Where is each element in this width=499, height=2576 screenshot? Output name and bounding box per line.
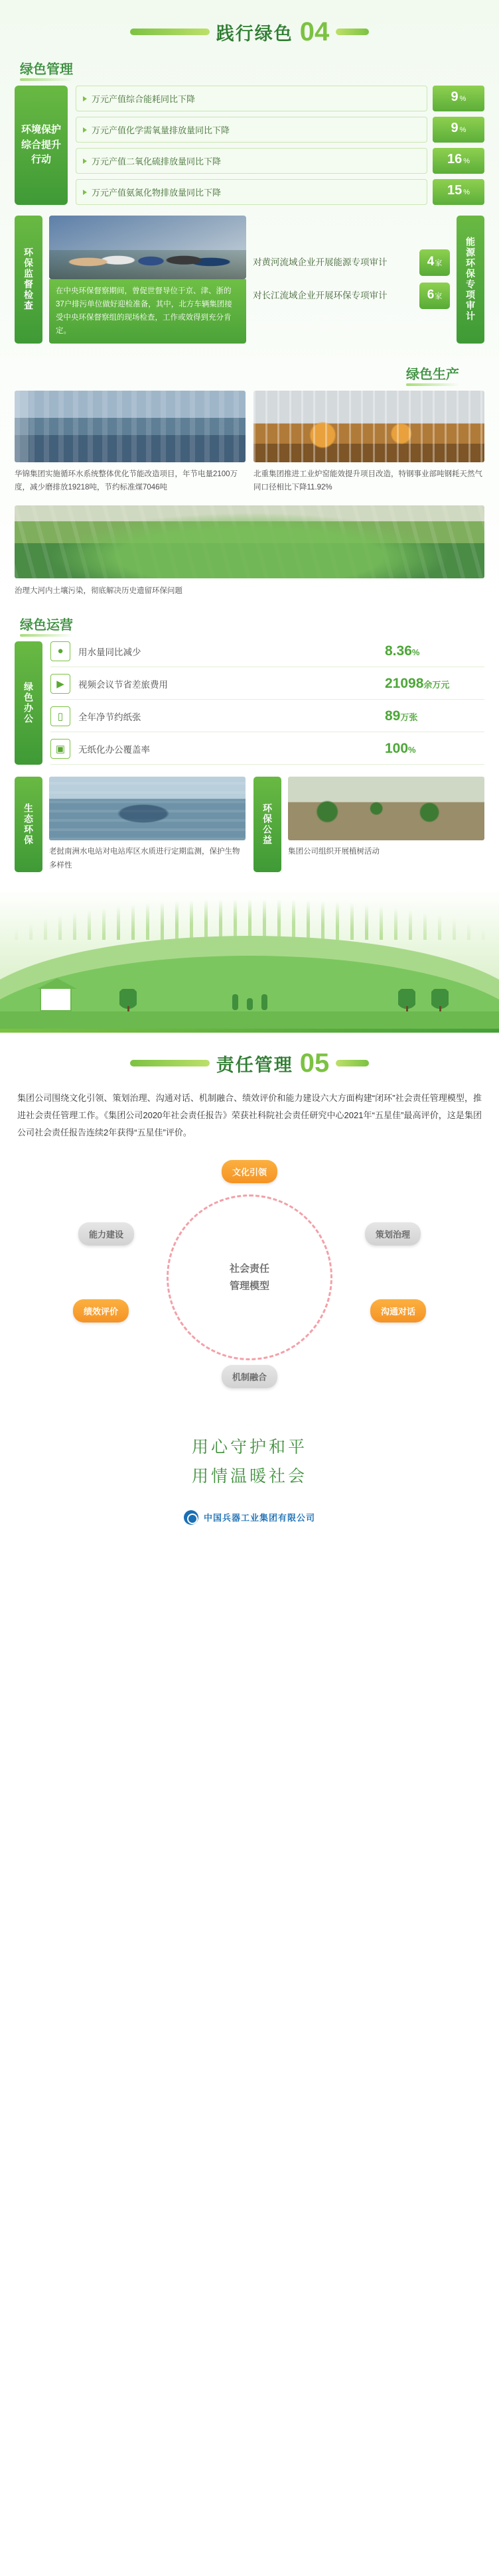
inspection-photo-card — [49, 216, 246, 344]
operation-block — [0, 637, 499, 774]
kpi-label — [76, 148, 427, 174]
audit-unit: 家 — [435, 259, 443, 268]
section-04-header — [0, 19, 499, 45]
ground-strip — [0, 1011, 499, 1029]
video-icon: ▶ — [50, 674, 70, 694]
operation-number: 21098 — [385, 675, 424, 691]
operation-number: 8.36 — [385, 643, 412, 659]
audit-block — [0, 213, 499, 354]
section-04-number: 04 — [299, 17, 330, 46]
operation-row — [50, 706, 484, 732]
responsibility-model-diagram — [0, 1148, 499, 1407]
footer-logo — [0, 1504, 499, 1543]
audit-item-text: 对长江流域企业开展环保专项审计 — [253, 290, 388, 301]
kpi-number: 15 — [447, 183, 463, 198]
footer-slogan — [0, 1411, 499, 1504]
person-illustration — [232, 994, 238, 1010]
model-center-line-1: 社会责任 — [229, 1263, 270, 1275]
model-node-dialogue[interactable]: 沟通对话 — [370, 1299, 426, 1322]
eco-public-body — [288, 777, 484, 872]
paper-icon: ▯ — [50, 706, 70, 726]
kpi-unit: % — [459, 126, 466, 134]
kpi-label — [76, 86, 427, 111]
operation-label: 视频会议节省差旅费用 — [78, 679, 168, 690]
section-05-number: 05 — [299, 1049, 330, 1078]
dot-pattern — [0, 900, 499, 940]
water-drop-icon: ● — [50, 641, 70, 661]
operation-row — [50, 641, 484, 667]
audit-number: 4 — [427, 255, 435, 269]
operation-value — [385, 676, 484, 692]
triangle-bullet-icon — [83, 190, 87, 195]
kpi-value — [433, 86, 484, 111]
audit-unit: 家 — [435, 292, 443, 301]
section-05-header — [0, 1050, 499, 1076]
kpi-number: 9 — [451, 90, 459, 104]
production-item — [15, 391, 246, 495]
eco-protection-photo — [49, 777, 246, 840]
header-bar-left — [130, 29, 210, 35]
audit-vertical-tag: 能源环保专项审计 — [457, 216, 484, 344]
operation-label: 全年净节约纸张 — [78, 712, 141, 722]
production-photo-mill — [253, 391, 484, 462]
model-center-line-2: 管理模型 — [229, 1280, 270, 1292]
header-bar-left — [130, 1060, 210, 1066]
green-production-heading-wrap — [0, 354, 499, 387]
triangle-bullet-icon — [83, 127, 87, 133]
audit-number: 6 — [427, 288, 435, 302]
model-node-mechanism[interactable]: 机制融合 — [222, 1365, 277, 1388]
kpi-label — [76, 117, 427, 143]
model-node-planning[interactable]: 策划治理 — [365, 1222, 421, 1246]
company-logo-icon — [184, 1510, 198, 1525]
eco-public-tag: 环保公益 — [253, 777, 281, 872]
triangle-bullet-icon — [83, 96, 87, 101]
kpi-value — [433, 179, 484, 205]
section-responsibility-management — [0, 1033, 499, 1411]
decorative-landscape-band — [0, 889, 499, 1029]
eco-block — [0, 774, 499, 883]
kpi-label-text: 万元产值化学需氧量排放量同比下降 — [92, 125, 230, 135]
operation-unit: 万张 — [400, 712, 418, 722]
operation-number: 100 — [385, 740, 409, 756]
green-operation-heading-wrap — [0, 605, 499, 637]
slogan-line-1: 用心守护和平 — [191, 1439, 307, 1457]
green-operation-title: 绿色运营 — [20, 614, 73, 633]
responsibility-paragraph: 集团公司围绕文化引领、策划治理、沟通对话、机制融合、绩效评价和能力建设六大方面构建“闭环”社会责任管理模型，推进社会责任管理工作。《集团公司2020年社会责任报告》荣获社科院社会责任研究中心2021年“五星佳”最高评价，这是集团公司社会责任报告连续2年获得“五星佳”评价。 — [17, 1093, 482, 1138]
kpi-number: 16 — [447, 152, 463, 166]
operation-label: 无纸化办公覆盖率 — [78, 744, 150, 755]
header-bar-right — [336, 1060, 369, 1066]
production-caption: 华锦集团实施循环水系统整体优化节能改造项目，年节电量2100万度，减少磨排放19218吨，节约标准煤7046吨 — [15, 470, 238, 492]
audit-item-text: 对黄河流域企业开展能源专项审计 — [253, 257, 388, 268]
header-bar-right — [336, 29, 369, 35]
audit-item — [253, 283, 450, 309]
operation-value — [385, 708, 484, 724]
kpi-row — [76, 179, 484, 205]
photo-vertical-tag: 环保监督检查 — [15, 216, 42, 344]
operation-value — [385, 643, 484, 659]
model-node-culture[interactable]: 文化引领 — [222, 1160, 277, 1183]
model-node-performance[interactable]: 绩效评价 — [73, 1299, 129, 1322]
production-caption: 北重集团推进工业炉窑能效提升项目改造，特钢事业部吨钢耗天然气同口径相比下降11.92% — [253, 470, 482, 492]
kpi-value — [433, 148, 484, 174]
model-center-label — [230, 1261, 269, 1295]
kpi-label-text: 万元产值二氧化硫排放量同比下降 — [92, 157, 222, 166]
kpi-unit: % — [463, 157, 470, 165]
house-illustration — [40, 988, 72, 1011]
soil-remediation-photo — [15, 505, 484, 578]
operation-unit: 余万元 — [423, 679, 450, 690]
operation-number: 89 — [385, 708, 401, 724]
kpi-value — [433, 117, 484, 143]
audit-item-badge — [419, 283, 450, 309]
section-05-title: 责任管理 — [216, 1055, 293, 1075]
eco-protection-item — [15, 777, 246, 872]
slogan-line-2: 用情温暖社会 — [191, 1468, 307, 1486]
section-04-title: 践行绿色 — [216, 23, 293, 44]
production-photo-water — [15, 391, 246, 462]
kpi-block-label: 环境保护综合提升行动 — [15, 86, 68, 205]
operation-label: 用水量同比减少 — [78, 647, 141, 657]
operation-row — [50, 739, 484, 765]
kpi-label-text: 万元产值综合能耗同比下降 — [92, 94, 196, 104]
section-green-practice — [0, 0, 499, 889]
inspection-photo-caption: 在中央环保督察期间，曾促世督导位于京、津、浙的37户排污单位做好迎检准备，其中，北方车辆集团接受中央环保督察组的现场检查，工作或效得到充分肯定。 — [49, 279, 246, 344]
eco-protection-tag: 生态环保 — [15, 777, 42, 872]
kpi-label-text: 万元产值氨氮化物排放量同比下降 — [92, 188, 222, 198]
person-illustration — [247, 998, 253, 1010]
green-production-title: 绿色生产 — [406, 363, 459, 383]
kpi-number: 9 — [451, 121, 459, 135]
production-gallery — [0, 387, 499, 501]
company-name: 中国兵器工业集团有限公司 — [203, 1513, 315, 1523]
audit-stats — [253, 216, 450, 344]
monitor-icon: ▣ — [50, 739, 70, 759]
green-management-heading-wrap — [0, 49, 499, 82]
kpi-block — [0, 82, 499, 213]
triangle-bullet-icon — [83, 159, 87, 164]
kpi-rows — [76, 86, 484, 205]
audit-item-badge — [419, 249, 450, 276]
kpi-row — [76, 148, 484, 174]
inspection-photo — [49, 216, 246, 279]
soil-remediation-caption: 治理大河内土壤污染，彻底解决历史遗留环保问题 — [15, 586, 182, 595]
eco-protection-caption: 老挝南洲水电站对电站库区水质进行定期监测，保护生物多样性 — [49, 847, 240, 869]
production-item — [253, 391, 484, 495]
eco-public-caption: 集团公司组织开展植树活动 — [288, 847, 380, 856]
eco-protection-body — [49, 777, 246, 872]
eco-public-photo — [288, 777, 484, 840]
kpi-unit: % — [459, 95, 466, 103]
kpi-row — [76, 117, 484, 143]
audit-item — [253, 249, 450, 276]
eco-public-item — [253, 777, 484, 872]
person-illustration — [261, 994, 267, 1010]
model-node-capability[interactable]: 能力建设 — [78, 1222, 134, 1246]
kpi-label — [76, 179, 427, 205]
operation-value — [385, 741, 484, 757]
green-office-tag: 绿色办公 — [15, 641, 42, 765]
green-management-title: 绿色管理 — [20, 58, 73, 78]
kpi-row — [76, 86, 484, 111]
operation-unit: % — [411, 647, 420, 657]
kpi-unit: % — [463, 188, 470, 196]
operation-row — [50, 674, 484, 700]
operation-rows — [50, 641, 484, 765]
operation-unit: % — [408, 744, 416, 755]
